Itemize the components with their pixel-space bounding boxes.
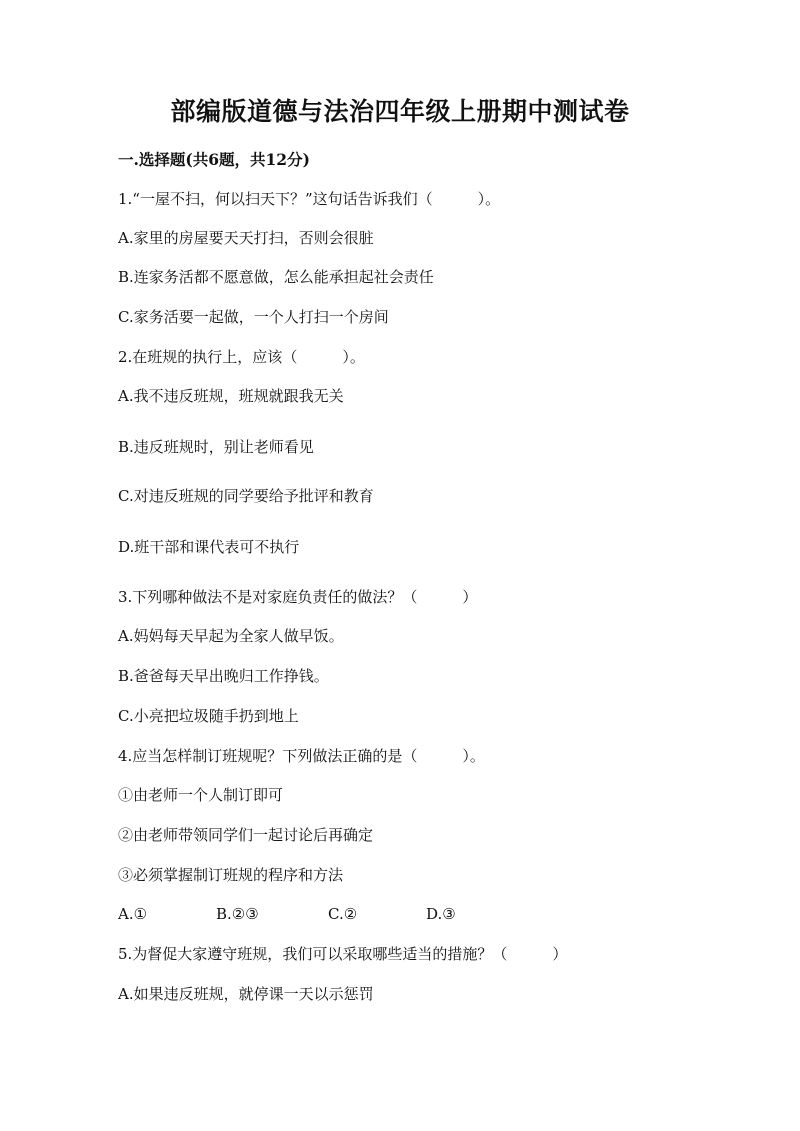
question-1: 1.“一屋不扫，何以扫天下？”这句话告诉我们（ ）。 xyxy=(118,190,501,208)
q5-option-a: A.如果违反班规，就停课一天以示惩罚 xyxy=(118,985,374,1003)
q4-option-b: B.②③ xyxy=(216,905,259,923)
question-2: 2.在班规的执行上，应该（ ）。 xyxy=(118,348,365,366)
q1-option-a: A.家里的房屋要天天打扫，否则会很脏 xyxy=(118,229,374,247)
q2-option-c: C.对违反班规的同学要给予批评和教育 xyxy=(118,487,374,505)
q4-option-c: C.② xyxy=(328,905,358,923)
q4-statement-1: ①由老师一个人制订即可 xyxy=(118,786,284,804)
q4-statement-3: ③必须掌握制订班规的程序和方法 xyxy=(118,866,344,884)
page-title: 部编版道德与法治四年级上册期中测试卷 xyxy=(170,97,630,126)
q4-option-d: D.③ xyxy=(426,905,456,923)
q3-option-b: B.爸爸每天早出晚归工作挣钱。 xyxy=(118,667,329,685)
q4-statement-2: ②由老师带领同学们一起讨论后再确定 xyxy=(118,826,374,844)
q2-option-b: B.违反班规时，别让老师看见 xyxy=(118,438,314,456)
q4-option-a: A.① xyxy=(118,905,148,923)
question-4: 4.应当怎样制订班规呢？下列做法正确的是（ ）。 xyxy=(118,747,485,765)
q1-option-c: C.家务活要一起做，一个人打扫一个房间 xyxy=(118,308,389,326)
q1-option-b: B.连家务活都不愿意做，怎么能承担起社会责任 xyxy=(118,268,434,286)
section-heading: 一.选择题(共6题，共12分) xyxy=(118,150,310,169)
q4-options-row xyxy=(118,904,456,924)
q2-option-d: D.班干部和课代表可不执行 xyxy=(118,538,300,556)
q2-option-a: A.我不违反班规，班规就跟我无关 xyxy=(118,387,344,405)
question-5: 5.为督促大家遵守班规，我们可以采取哪些适当的措施？（ ） xyxy=(118,945,568,963)
question-3: 3.下列哪种做法不是对家庭负责任的做法？（ ） xyxy=(118,588,478,606)
q3-option-c: C.小亮把垃圾随手扔到地上 xyxy=(118,707,299,725)
q3-option-a: A.妈妈每天早起为全家人做早饭。 xyxy=(118,627,344,645)
